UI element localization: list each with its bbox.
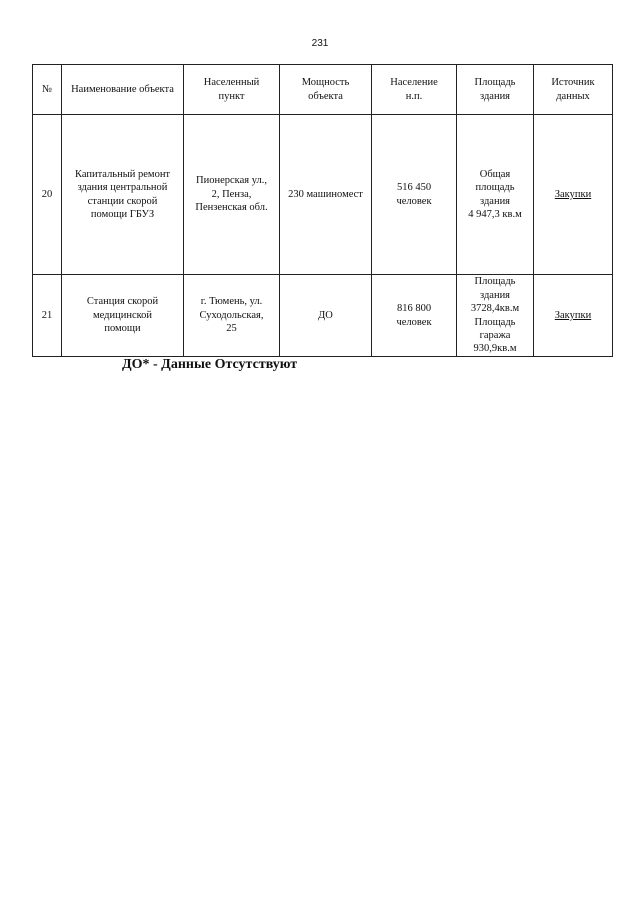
cell-area: Общая площадь здания 4 947,3 кв.м (457, 115, 534, 275)
header-object-name: Наименование объекта (62, 65, 184, 115)
header-population: Население н.п. (372, 65, 457, 115)
table-header-row (33, 65, 613, 115)
page-number: 231 (311, 38, 329, 49)
footnote: ДО* - Данные Отсутствуют (122, 357, 298, 372)
source-link[interactable]: Закупки (554, 309, 592, 321)
objects-table (32, 64, 613, 357)
header-area: Площадь здания (457, 65, 534, 115)
cell-source (534, 115, 613, 275)
source-link[interactable]: Закупки (554, 188, 592, 200)
table-row (33, 115, 613, 275)
cell-population: 816 800 человек (372, 275, 457, 357)
cell-capacity: ДО (280, 275, 372, 357)
table-row (33, 275, 613, 357)
cell-settlement: г. Тюмень, ул. Суходольская, 25 (184, 275, 280, 357)
header-settlement: Населенный пункт (184, 65, 280, 115)
cell-area: Площадь здания 3728,4кв.м Площадь гаража 930,9кв.м (457, 275, 534, 357)
header-source: Источник данных (534, 65, 613, 115)
cell-capacity: 230 машиномест (280, 115, 372, 275)
cell-object-name: Станция скорой медицинской помощи (62, 275, 184, 357)
cell-object-name: Капитальный ремонт здания центральной станции скорой помощи ГБУЗ (62, 115, 184, 275)
header-capacity: Мощность объекта (280, 65, 372, 115)
cell-population: 516 450 человек (372, 115, 457, 275)
cell-settlement: Пионерская ул., 2, Пенза, Пензенская обл. (184, 115, 280, 275)
header-number: № (33, 65, 62, 115)
cell-source (534, 275, 613, 357)
cell-number: 20 (33, 115, 62, 275)
cell-number: 21 (33, 275, 62, 357)
